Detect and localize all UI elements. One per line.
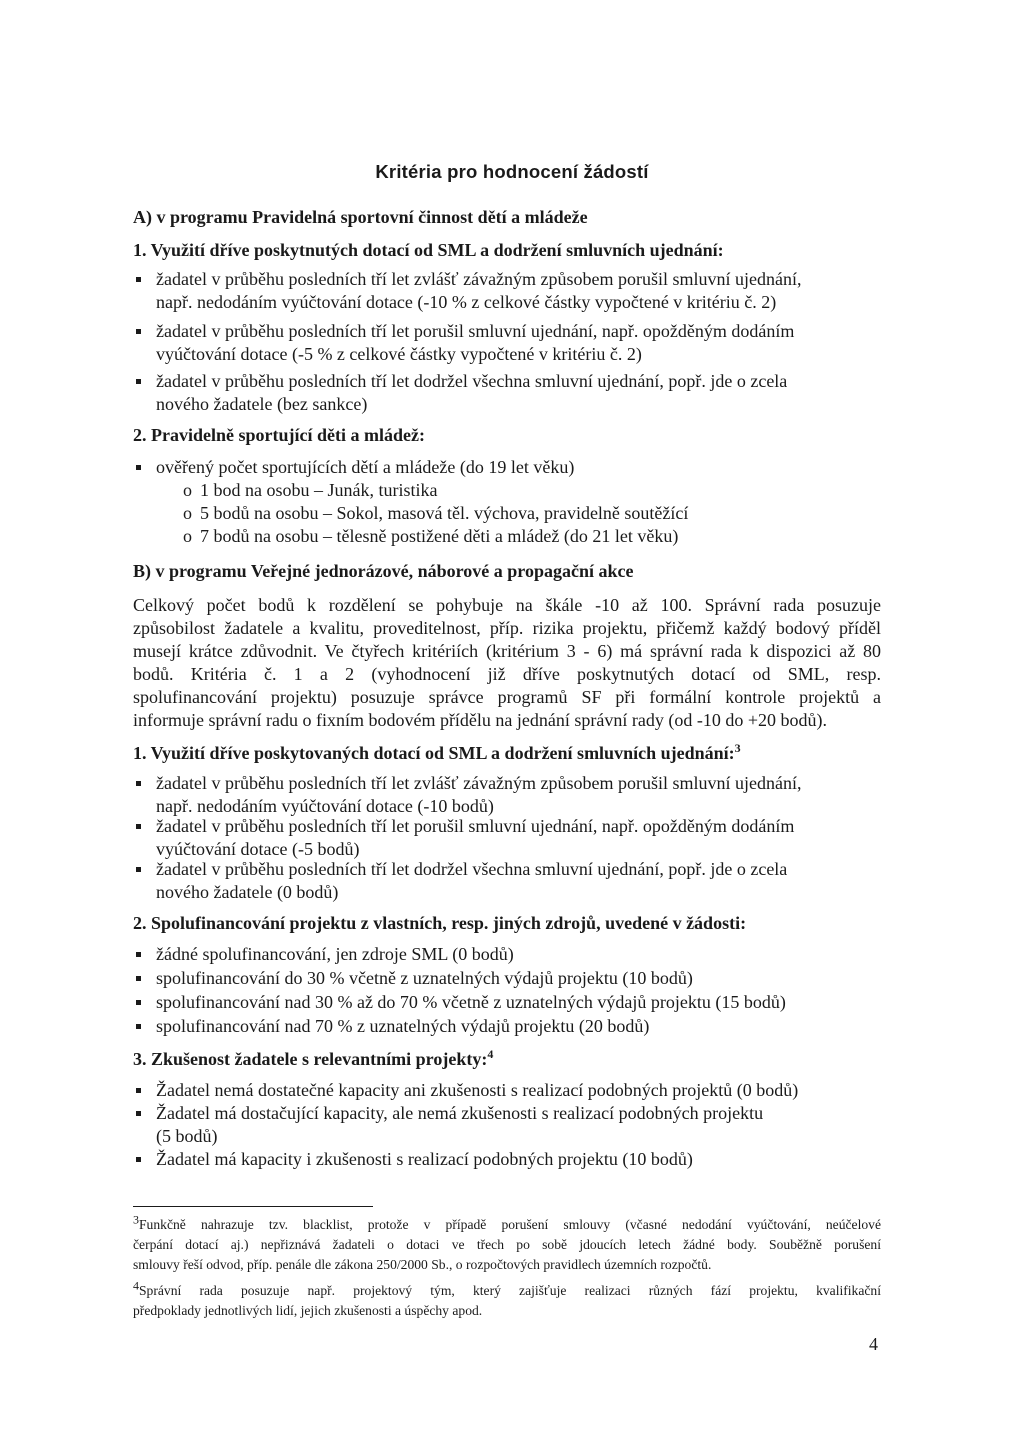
footnote: $^4$Správní rada posuzuje např. projektový tým, který zajišťuje realizaci různých fází projektu, kvalifikační předpoklady jednotlivých lidí, jejich zkušenosti a úspěchy apod. [133,1278,881,1318]
section-b-paragraph: Celkový počet bodů k rozdělení se pohybuje na škále -10 až 100. Správní rada posuzuje způsobilost žadatele a kvalitu, proveditelnost, příp. rizika projektu, přičemž každý bodový příděl musejí krátce zdůvodnit. Ve čtyřech kritériích (kritérium 3 - 6) má správní rada k dispozici až 80 bodů. Kritéria č. 1 a 2 (vyhodnocení již dříve poskytnutých dotací od SML, resp. spolufinancování projektu) posuzuje správce programů SF při formální kontrole projektů a informuje správní radu o fixním bodovém přídělu na jednání správní rady (od -10 do +20 bodů). [133,595,881,730]
section-b-heading: B) v programu Veřejné jednorázové, náborové a propagační akce [133,561,634,581]
list-item: ověřený počet sportujících dětí a mládeže (do 19 let věku) [156,456,876,479]
footnote-divider [133,1206,373,1207]
list-item: Žadatel má dostačující kapacity, ale nemá zkušenosti s realizací podobných projektu (5 bodů) [156,1102,876,1148]
b3-heading: 3. Zkušenost žadatele s relevantními projekty:$^4$ [133,1047,494,1069]
list-item: Žadatel nemá dostatečné kapacity ani zkušenosti s realizací podobných projektů (0 bodů) [156,1079,876,1102]
a1-heading: 1. Využití dříve poskytnutých dotací od SML a dodržení smluvních ujednání: [133,240,724,260]
sub-list-item: o 1 bod na osobu – Junák, turistika [183,480,438,500]
section-a-heading: A) v programu Pravidelná sportovní činnost dětí a mládeže [133,207,588,227]
page-title: Kritéria pro hodnocení žádostí [375,161,649,182]
page-number: 4 [869,1334,878,1354]
list-item: spolufinancování nad 30 % až do 70 % včetně z uznatelných výdajů projektu (15 bodů) [156,991,876,1014]
list-item: žadatel v průběhu posledních tří let porušil smluvní ujednání, např. opožděným dodáním vyúčtování dotace (-5 % z celkové částky vypočtené v kritériu č. 2) [156,320,876,366]
footnote-ref: 4 [487,1047,494,1061]
list-item: žadatel v průběhu posledních tří let dodržel všechna smluvní ujednání, popř. jde o zcela nového žadatele (bez sankce) [156,370,876,416]
a2-heading: 2. Pravidelně sportující děti a mládež: [133,425,425,445]
list-item: žadatel v průběhu posledních tří let dodržel všechna smluvní ujednání, popř. jde o zcela nového žadatele (0 bodů) [156,858,876,904]
b1-heading: 1. Využití dříve poskytovaných dotací od SML a dodržení smluvních ujednání:$^3$ [133,741,741,763]
list-item: žadatel v průběhu posledních tří let zvlášť závažným způsobem porušil smluvní ujednání, např. nedodáním vyúčtování dotace (-10 % z celkové částky vypočtené v kritériu č. 2) [156,268,876,314]
list-item: spolufinancování do 30 % včetně z uznatelných výdajů projektu (10 bodů) [156,967,876,990]
list-item: spolufinancování nad 70 % z uznatelných výdajů projektu (20 bodů) [156,1015,876,1038]
list-item: žadatel v průběhu posledních tří let porušil smluvní ujednání, např. opožděným dodáním vyúčtování dotace (-5 bodů) [156,815,876,861]
list-item: žádné spolufinancování, jen zdroje SML (0 bodů) [156,943,876,966]
sub-list-item: o 5 bodů na osobu – Sokol, masová těl. výchova, pravidelně soutěžící [183,503,689,523]
sub-list-item: o 7 bodů na osobu – tělesně postižené děti a mládež (do 21 let věku) [183,526,679,546]
b2-heading: 2. Spolufinancování projektu z vlastních, resp. jiných zdrojů, uvedené v žádosti: [133,913,747,933]
list-item: žadatel v průběhu posledních tří let zvlášť závažným způsobem porušil smluvní ujednání, např. nedodáním vyúčtování dotace (-10 bodů) [156,772,876,818]
footnote: $^3$Funkčně nahrazuje tzv. blacklist, protože v případě porušení smlouvy (včasné nedodání vyúčtování, neúčelové čerpání dotací aj.) nepřiznává žadateli o dotaci ve třech po sobě jdoucích letech žádné body. Souběžně porušení smlouvy řeší odvod, příp. penále dle zákona 250/2000 Sb., o rozpočtových pravidlech územních rozpočtů. [133,1212,881,1272]
list-item: Žadatel má kapacity i zkušenosti s realizací podobných projektu (10 bodů) [156,1148,876,1171]
footnote-ref: 3 [734,741,741,755]
